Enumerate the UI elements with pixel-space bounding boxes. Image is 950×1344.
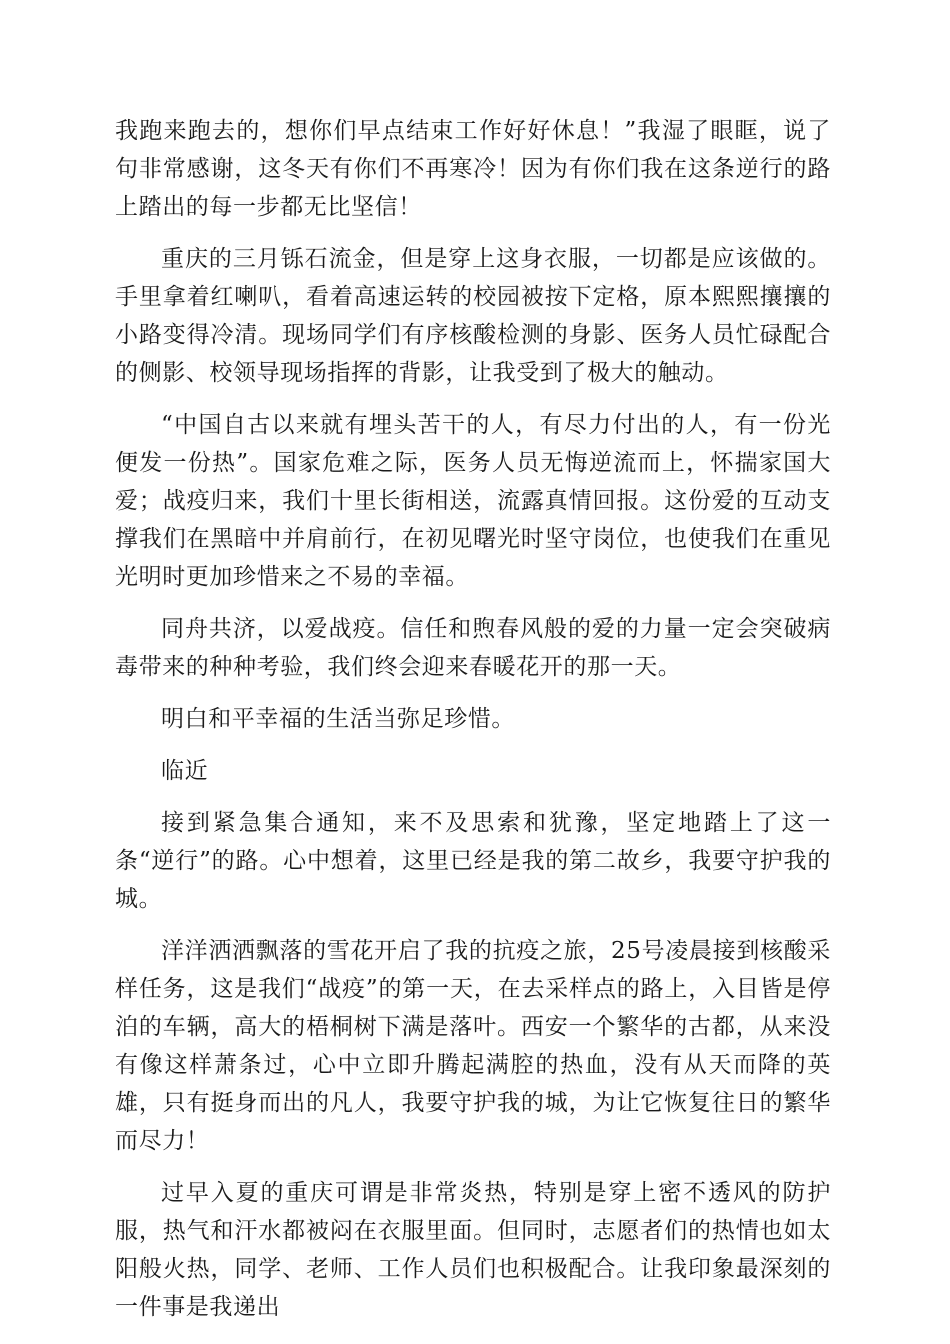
paragraph-5: 明白和平幸福的生活当弥足珍惜。 — [161, 706, 515, 732]
paragraph-3: “中国自古以来就有埋头苦干的人，有尽力付出的人，有一份光便发一份热”。国家危难之际，医务人员无悔逆流而上，怀揣家国大爱；战疫归来，我们十里长街相送，流露真情回报。这份爱的互动支撑我们在黑暗中并肩前行，在初见曙光时坚守岗位，也使我们在重见光明时更加珍惜来之不易的幸福。 — [115, 412, 831, 590]
document-page — [115, 112, 831, 1326]
paragraph-4: 同舟共济，以爱战疫。信任和煦春风般的爱的力量一定会突破病毒带来的种种考验，我们终会迎来春暖花开的那一天。 — [115, 616, 831, 680]
paragraph-6: 接到紧急集合通知，来不及思索和犹豫，坚定地踏上了这一条“逆行”的路。心中想着，这里已经是我的第二故乡，我要守护我的城。 — [115, 810, 831, 912]
section-heading: 临近 — [161, 758, 209, 784]
paragraph-8: 过早入夏的重庆可谓是非常炎热，特别是穿上密不透风的防护服，热气和汗水都被闷在衣服里面。但同时，志愿者们的热情也如太阳般火热，同学、老师、工作人员们也积极配合。让我印象最深刻的一件事是我递出 — [115, 1180, 831, 1320]
paragraph-7: 洋洋洒洒飘落的雪花开启了我的抗疫之旅，25号凌晨接到核酸采样任务，这是我们“战疫”的第一天，在去采样点的路上，入目皆是停泊的车辆，高大的梧桐树下满是落叶。西安一个繁华的古都，从来没有像这样萧条过，心中立即升腾起满腔的热血，没有从天而降的英雄，只有挺身而出的凡人，我要守护我的城，为让它恢复往日的繁华而尽力！ — [115, 938, 831, 1154]
paragraph-1: 我跑来跑去的，想你们早点结束工作好好休息！”我湿了眼眶，说了句非常感谢，这冬天有你们不再寒冷！因为有你们我在这条逆行的路上踏出的每一步都无比坚信！ — [115, 118, 831, 220]
paragraph-2: 重庆的三月铄石流金，但是穿上这身衣服，一切都是应该做的。手里拿着红喇叭，看着高速运转的校园被按下定格，原本熙熙攘攘的小路变得冷清。现场同学们有序核酸检测的身影、医务人员忙碌配合的侧影、校领导现场指挥的背影，让我受到了极大的触动。 — [115, 246, 831, 386]
